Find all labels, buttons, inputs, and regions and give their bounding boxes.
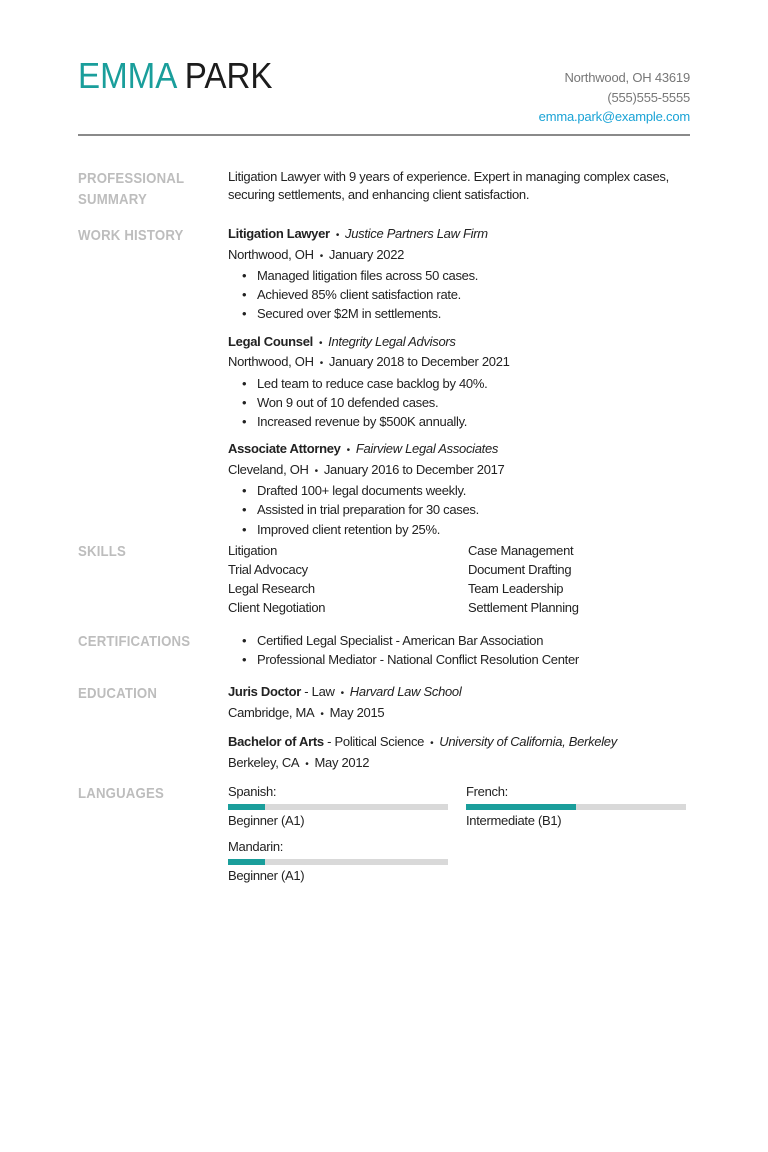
section-label: LANGUAGES [78, 785, 164, 802]
separator-dot: • [319, 358, 323, 370]
skill-item: Client Negotiation [228, 600, 326, 615]
job-entry [228, 225, 690, 324]
edu-location: Berkeley, CA [228, 754, 300, 770]
phone: (555)555-5555 [607, 89, 690, 105]
job-bullets [242, 374, 690, 432]
skill-item: Team Leadership [468, 581, 564, 596]
work-list [228, 225, 690, 548]
degree: Juris Doctor [228, 684, 301, 699]
skill-item: Case Management [468, 543, 574, 558]
separator-dot: • [305, 758, 309, 770]
school: Harvard Law School [349, 684, 462, 699]
company: Fairview Legal Associates [355, 441, 499, 457]
header-divider [78, 134, 690, 136]
bullet-item: • Assisted in trial preparation for 30 cases. [242, 500, 690, 519]
bullet-item: • Drafted 100+ legal documents weekly. [242, 481, 690, 500]
edu-date: May 2012 [314, 754, 370, 770]
job-location: Northwood, OH [228, 354, 314, 370]
proficiency-bar [228, 804, 448, 810]
proficiency-fill [466, 804, 576, 810]
languages-list [228, 783, 690, 885]
job-location: Northwood, OH [228, 246, 314, 262]
bullet-item: • Won 9 out of 10 defended cases. [242, 393, 690, 412]
job-title: Legal Counsel [228, 333, 313, 349]
email-link[interactable]: emma.park@example.com [538, 109, 690, 124]
separator-dot: • [320, 708, 324, 720]
proficiency-bar [228, 859, 448, 865]
education-list [228, 683, 690, 783]
separator-dot: • [314, 465, 318, 477]
candidate-name [78, 56, 272, 96]
language-level: Intermediate (B1) [466, 813, 562, 828]
language-item [228, 783, 448, 830]
separator-dot: • [335, 230, 340, 241]
language-level: Beginner (A1) [228, 868, 305, 883]
edu-location: Cambridge, MA [228, 704, 315, 720]
proficiency-fill [228, 859, 265, 865]
section-label: EDUCATION [78, 685, 158, 702]
job-entry [228, 333, 690, 432]
job-dates: January 2018 to December 2021 [328, 354, 510, 370]
first-name: EMMA [78, 55, 176, 96]
job-entry [228, 440, 690, 539]
education-entry [228, 733, 690, 774]
skill-item: Legal Research [228, 581, 315, 596]
job-bullets [242, 481, 690, 539]
degree: Bachelor of Arts [228, 734, 324, 749]
language-item [466, 783, 686, 830]
certifications-list [228, 631, 690, 669]
certification-item: • Certified Legal Specialist - American Bar Association [242, 631, 690, 650]
skill-item: Document Drafting [468, 562, 572, 577]
language-item [228, 838, 448, 885]
contact-info [539, 68, 690, 127]
address: Northwood, OH 43619 [564, 70, 690, 85]
job-title: Associate Attorney [228, 441, 341, 457]
bullet-item: • Increased revenue by $500K annually. [242, 412, 690, 431]
proficiency-bar [466, 804, 686, 810]
job-location: Cleveland, OH [228, 461, 309, 477]
skill-item: Litigation [228, 543, 278, 558]
edu-date: May 2015 [329, 704, 385, 720]
section-label: WORK HISTORY [78, 227, 184, 244]
separator-dot: • [340, 688, 344, 699]
language-level: Beginner (A1) [228, 813, 305, 828]
job-dates: January 2022 [328, 246, 405, 262]
field: - Political Science [323, 734, 425, 749]
summary-text: Litigation Lawyer with 9 years of experience. Expert in managing complex cases, securing settlements, and enhancing client satisfaction. [228, 169, 669, 202]
section-label: SKILLS [78, 543, 127, 560]
language-name: Spanish: [228, 784, 277, 799]
section-label: CERTIFICATIONS [78, 633, 191, 650]
separator-dot: • [346, 445, 350, 457]
school: University of California, Berkeley [439, 734, 617, 749]
bullet-item: • Managed litigation files across 50 cases. [242, 266, 690, 285]
language-name: Mandarin: [228, 839, 284, 854]
bullet-item: • Led team to reduce case backlog by 40%. [242, 374, 690, 393]
education-entry [228, 683, 690, 724]
separator-dot: • [318, 337, 323, 349]
certification-item: • Professional Mediator - National Conflict Resolution Center [242, 650, 690, 669]
job-title: Litigation Lawyer [228, 226, 330, 241]
skill-item: Settlement Planning [468, 600, 579, 615]
skills-list [228, 541, 690, 617]
language-name: French: [466, 784, 508, 799]
separator-dot: • [430, 738, 434, 749]
last-name: PARK [184, 55, 273, 96]
job-dates: January 2016 to December 2017 [323, 461, 505, 477]
bullet-item: • Secured over $2M in settlements. [242, 304, 690, 323]
bullet-item: • Improved client retention by 25%. [242, 520, 690, 539]
skill-item: Trial Advocacy [228, 562, 308, 577]
section-label: PROFESSIONAL SUMMARY [78, 170, 185, 208]
field: - Law [300, 684, 335, 699]
proficiency-fill [228, 804, 265, 810]
job-bullets [242, 266, 690, 324]
resume-header [78, 52, 690, 136]
separator-dot: • [319, 250, 323, 262]
company: Integrity Legal Advisors [328, 333, 456, 349]
bullet-item: • Achieved 85% client satisfaction rate. [242, 285, 690, 304]
company: Justice Partners Law Firm [345, 226, 488, 241]
